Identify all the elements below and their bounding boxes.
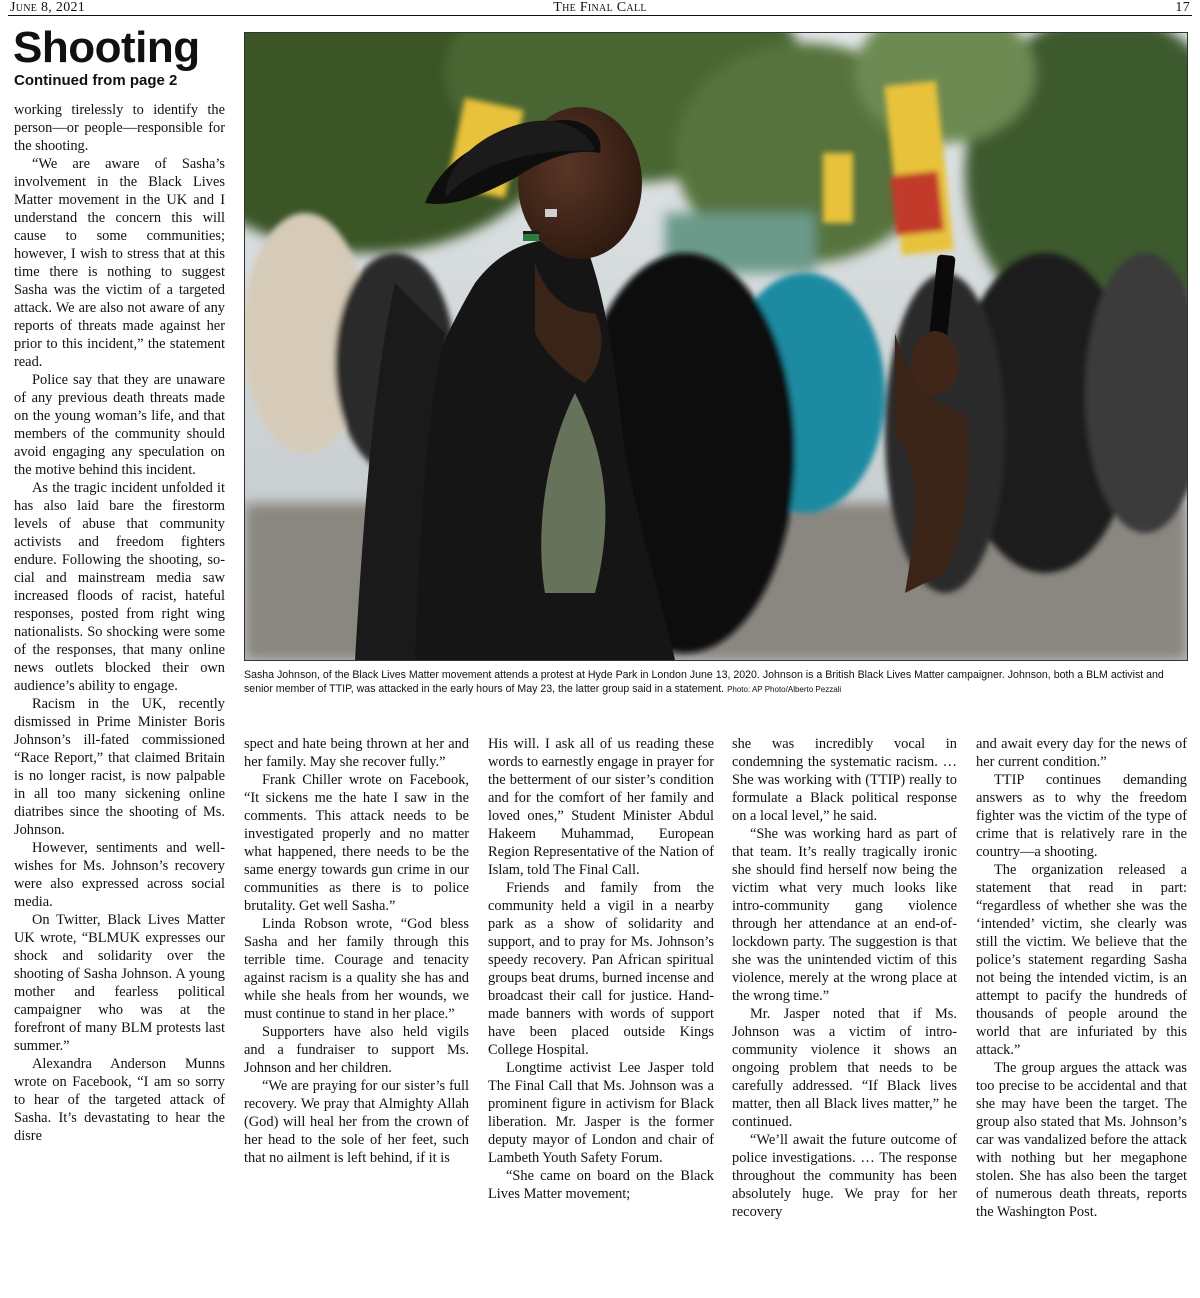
article-paragraph: Racism in the UK, recently dismissed in Prime Minister Boris Johnson’s ill-fated commissioned “Race Report,” that claimed Britain is no longer racist, is now palpable in all too many sickening online diatribes since the shooting of Ms. Johnson. (14, 696, 225, 838)
article-paragraph: As the tragic incident unfolded it has also laid bare the firestorm levels of abuse that community activists and freedom fighters endure. Following the shooting, social and mainstream media saw increased floods of racist, hateful responses, posted from right wing nationalists. So shocking were some of the responses, that many online news outlets blocked their own audience’s ability to engage. (14, 480, 225, 694)
article-paragraph: On Twitter, Black Lives Matter UK wrote, “BLMUK expresses our shock and solidarity over the shooting of Sasha Johnson. A young mother and fearless political campaigner who was at the forefront of many BLM protests last summer.” (14, 912, 225, 1054)
article-paragraph: Alexandra Anderson Munns wrote on Facebook, “I am so sorry to hear of the targeted attack of Sasha. It’s devastating to hear the disre (14, 1056, 225, 1144)
article-column-4 (732, 735, 957, 1295)
publication-name: The Final Call (553, 0, 647, 15)
page-header (8, 0, 1192, 16)
article-paragraph: Mr. Jasper noted that if Ms. Johnson was a victim of intro-community violence it shows an ongoing problem that needs to be carefully addressed. “If Black lives matter, then all Black lives matter,” he continued. (732, 1006, 957, 1130)
article-paragraph: “We’ll await the future outcome of police investigations. … The response throughout the community has been absolutely huge. We pray for her recovery (732, 1132, 957, 1220)
article-paragraph: The group argues the attack was too precise to be accidental and that she may have been the target. The group also stated that Ms. Johnson’s car was vandalized before the attack with nothing but her megaphone stolen. She has also been the target of numerous death threats, reports the Washington Post. (976, 1060, 1187, 1220)
article-paragraph: “We are aware of Sasha’s involvement in the Black Lives Matter movement in the UK and I understand the concern this will cause to some communities; however, I wish to stress that at this time there is nothing to suggest Sasha was the victim of a targeted attack. We are also not aware of any reports of threats made against her prior to this incident,” the statement read. (14, 156, 225, 370)
article-paragraph: His will. I ask all of us reading these words to earnestly engage in prayer for the betterment of our sister’s condition and for the comfort of her family and loved ones,” Student Minister Abdul Hakeem Muhammad, European Region Representative of the Nation of Islam, told The Final Call. (488, 736, 714, 878)
article-paragraph: she was incredibly vocal in condemning the systematic racism. … She was working with (TTIP) really to formulate a Black political response on a local level,” he said. (732, 736, 957, 824)
article-column-1 (14, 101, 225, 1295)
article-paragraph: Police say that they are unaware of any previous death threats made on the young woman’s life, and that members of the community should avoid engaging any speculation on the motive behind this incident. (14, 372, 225, 478)
article-paragraph: Friends and family from the community held a vigil in a nearby park as a show of solidarity and support, and to pray for Ms. Johnson’s speedy recovery. Pan African spiritual groups beat drums, burned incense and broadcast their call for justice. Hand-made banners with words of support have been placed outside Kings College Hospital. (488, 880, 714, 1058)
protest-photo (244, 32, 1188, 661)
article-paragraph: TTIP continues demanding answers as to why the freedom fighter was the victim of the type of crime that is relatively rare in the country—a shooting. (976, 772, 1187, 860)
photo-credit: Photo: AP Photo/Alberto Pezzali (727, 685, 842, 694)
page-number: 17 (1175, 0, 1190, 15)
photo-caption (244, 668, 1188, 697)
article-paragraph: spect and hate being thrown at her and her family. May she recover fully.” (244, 736, 469, 770)
article-paragraph: “We are praying for our sister’s full recovery. We pray that Almighty Allah (God) will heal her from the crown of her head to the sole of her feet, such that no ailment is left behind, if it is (244, 1078, 469, 1166)
issue-date: June 8, 2021 (10, 0, 86, 15)
article-column-5 (976, 735, 1187, 1295)
article-column-3 (488, 735, 714, 1295)
article-paragraph: Linda Robson wrote, “God bless Sasha and her family through this terrible time. Courage and tenacity against racism is a quality she has and while she heals from her wounds, we must continue to stand in her place.” (244, 916, 469, 1022)
article-paragraph: “She was working hard as part of that team. It’s really tragically ironic she should find herself now being the victim what very much looks like intro-community gang violence through her attendance at an end-of-lockdown party. The suggestion is that she was the unintended victim of this violence, merely at the wrong place at the wrong time.” (732, 826, 957, 1004)
article-paragraph: Supporters have also held vigils and a fundraiser to support Ms. Johnson and her children. (244, 1024, 469, 1076)
article-paragraph: The organization released a statement that read in part: “regardless of whether she was the ‘intended’ victim, she clearly was still the victim. We believe that the police’s statement regarding Sasha not being the intended victim, is an attempt to pacify the hundreds of thousands of people around the world that are infuriated by this attack.” (976, 862, 1187, 1058)
article-paragraph: However, sentiments and well-wishes for Ms. Johnson’s recovery were also expressed across social media. (14, 840, 225, 910)
article-headline: Shooting (13, 23, 200, 72)
protest-photo-illustration (245, 33, 1187, 660)
article-column-2 (244, 735, 469, 1295)
article-paragraph: and await every day for the news of her current condition.” (976, 736, 1187, 770)
article-paragraph: Longtime activist Lee Jasper told The Final Call that Ms. Johnson was a prominent figure in activism for Black liberation. Mr. Jasper is the former deputy mayor of London and chair of Lambeth Youth Safety Forum. (488, 1060, 714, 1166)
article-paragraph: working tirelessly to identify the person—or people—responsible for the shooting. (14, 102, 225, 154)
article-paragraph: Frank Chiller wrote on Facebook, “It sickens me the hate I saw in the comments. This attack needs to be investigated properly and no matter what happened, there needs to be the same energy towards gun crime in our communities as there is to police brutality. Get well Sasha.” (244, 772, 469, 914)
article-paragraph: “She came on board on the Black Lives Matter movement; (488, 1168, 714, 1202)
jump-line: Continued from page 2 (14, 72, 178, 89)
photo-caption-text: Sasha Johnson, of the Black Lives Matter movement attends a protest at Hyde Park in London June 13, 2020. Johnson is a British Black Lives Matter campaigner. Johnson, both a BLM activist and senior member of TTIP, was attacked in the early hours of May 23, the latter group said in a statement. (244, 669, 1164, 695)
